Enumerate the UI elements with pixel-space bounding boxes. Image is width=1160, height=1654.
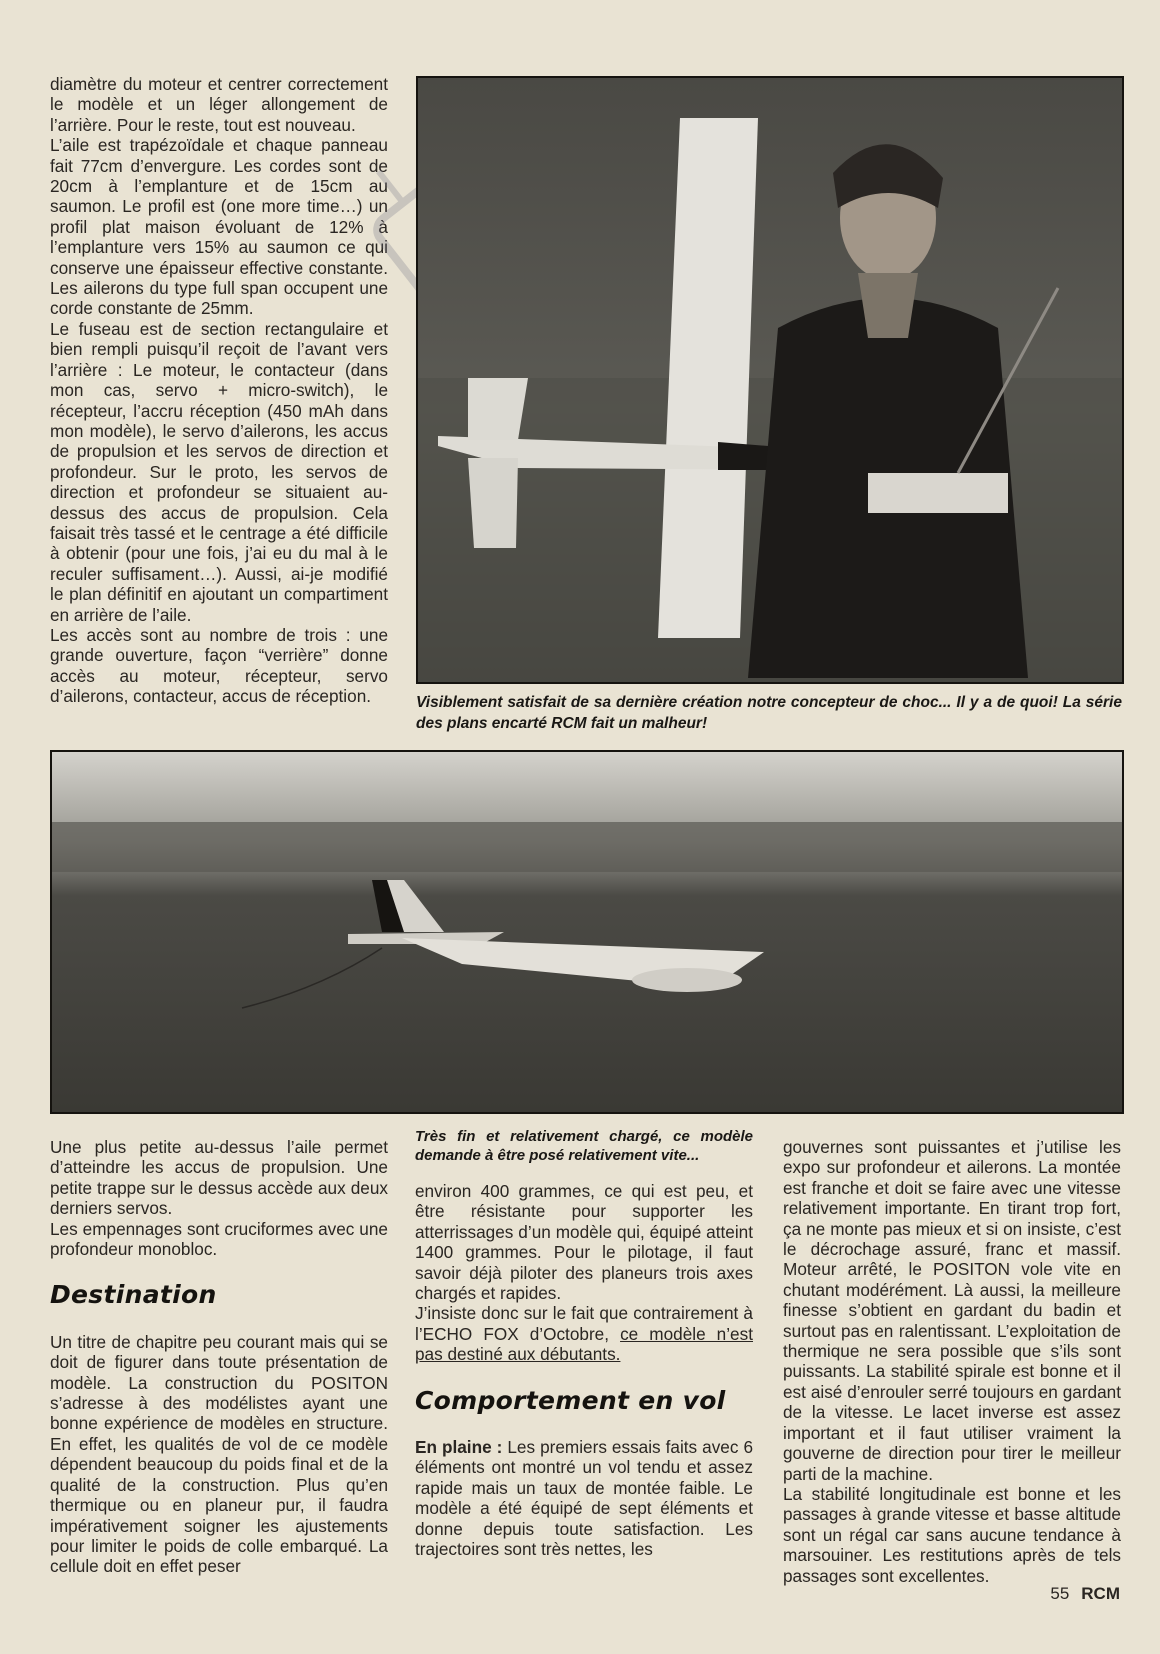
paragraph <box>415 1303 753 1364</box>
paragraph: Les accès sont au nombre de trois : une grande ouverture, façon “verrière” donne accès au moteur, récepteur, servo d’ailerons, contacteur, accus de réception. <box>50 624 388 707</box>
paragraph: L’aile est trapézoïdale et chaque panneau fait 77cm d’envergure. Les cordes sont de 20cm à l’emplanture et de 15cm au saumon. Le profil est (one more time…) un profil plat maison évoluant de 12% à l’emplanture vers 15% au saumon ce qui conserve une épaisseur effective constante. Les ailerons du type full span occupent une corde constante de 25mm. <box>50 135 388 319</box>
paragraph: Un titre de chapitre peu courant mais qui se doit de figurer dans toute présentation de modèle. La construction du POSITON s’adresse à des modélistes ayant une bonne expérience de modèles en structure. En effet, les qualités de vol de ce modèle dépendent beaucoup du poids final et de la qualité de la construction. Plus qu’en thermique ou en planeur pur, il faudra impérativement soigner les ajustements pour limiter le poids de colle embarqué. La cellule doit en effet peser <box>50 1331 388 1577</box>
paragraph: Le fuseau est de section rectangulaire et bien rempli puisqu’il reçoit de l’avant vers l’arrière : Le moteur, le contacteur (dans mon cas, servo + micro-switch), le récepteur, l’accru réception (450 mAh dans mon modèle), le servo d’ailerons, les accus de propulsion et les servos de direction et profondeur. Sur le proto, les servos de direction et profondeur se situaient au-dessus des accus de propulsion. Cela faisait très tassé et le centrage a été difficile à obtenir (pour une fois, j’ai eu du mal à le reculer suffisament…). Aussi, ai-je modifié le plan définitif en ajoutant un compartiment en arrière de l’aile. <box>50 318 388 625</box>
column-2 <box>415 1128 754 1560</box>
paragraph: diamètre du moteur et centrer correctement le modèle et un léger allongement de l’arrière. Pour le reste, tout est nouveau. <box>50 74 388 135</box>
glider-in-flight-photo <box>50 750 1124 1114</box>
paragraph-text: Les premiers essais faits avec 6 éléments ont montré un vol tendu et assez rapide mais un taux de montée faible. Le modèle a été équipé de sept éléments et donne depuis toute satisfaction. Les trajectoires sont très nettes, les <box>415 1437 754 1560</box>
photo-caption-top: Visiblement satisfait de sa dernière création notre concepteur de choc... Il y a de quoi! La série des plans encarté RCM fait un malheur! <box>416 694 1122 732</box>
paragraph: La stabilité longitudinale est bonne et les passages à grande vitesse et basse altitude sont un régal car sans aucune tendance à marsouiner. Les restitutions après de tels passages sont excellentes. <box>783 1483 1121 1586</box>
magazine-name: RCM <box>1081 1584 1120 1603</box>
section-heading-destination: Destination <box>50 1280 217 1310</box>
paragraph-text: J’insiste donc sur le fait que contrairement à l’ECHO FOX d’Octobre, <box>415 1303 753 1344</box>
column-1 <box>50 1137 388 1577</box>
photo-caption-bottom: Très fin et relativement chargé, ce modèle demande à être posé relativement vite... <box>415 1128 753 1164</box>
paragraph: Une plus petite au-dessus l’aile permet d’atteindre les accus de propulsion. Une petite trappe sur le dessus accède aux deux derniers servos. <box>50 1137 388 1219</box>
paragraph <box>415 1437 753 1559</box>
paragraph: environ 400 grammes, ce qui est peu, et être résistante pour supporter les atterrissages d’un modèle qui, équipé atteint 1400 grammes. Pour le pilotage, il faut savoir déjà piloter des planeurs trois axes chargés et rapides. <box>415 1181 753 1304</box>
page-number: 55 <box>1050 1584 1070 1603</box>
left-top-column <box>50 74 388 707</box>
man-holding-glider-photo <box>416 76 1124 684</box>
lead-in-label: En plaine : <box>415 1437 503 1458</box>
underlined-text: ce modèle n’est pas destiné aux débutants. <box>415 1323 753 1365</box>
section-heading-comportement: Comportement en vol <box>415 1385 726 1415</box>
paragraph: Les empennages sont cruciformes avec une profondeur monobloc. <box>50 1218 388 1260</box>
column-3 <box>783 1137 1121 1586</box>
paragraph: gouvernes sont puissantes et j’utilise les expo sur profondeur et ailerons. La montée est franche et doit se faire avec une vitesse relativement importante. En tirant trop fort, ça ne monte pas mieux et si on insiste, c’est le décrochage assuré, franc et massif. Moteur arrêté, le POSITON vole vite en chutant modérément. Là aussi, la meilleure finesse s’obtient en gardant du badin et surtout pas en ralentissant. L’exploitation de thermique ne sera possible que s’ils sont puissants. La stabilité spirale est bonne et il est aisé d’enrouler serré toujours en gardant de la vitesse. Le lacet inverse est assez important et il faut utiliser vraiment la gouverne de direction pour tirer le meilleur parti de la machine. <box>783 1137 1121 1484</box>
page-folio <box>1050 1584 1120 1604</box>
